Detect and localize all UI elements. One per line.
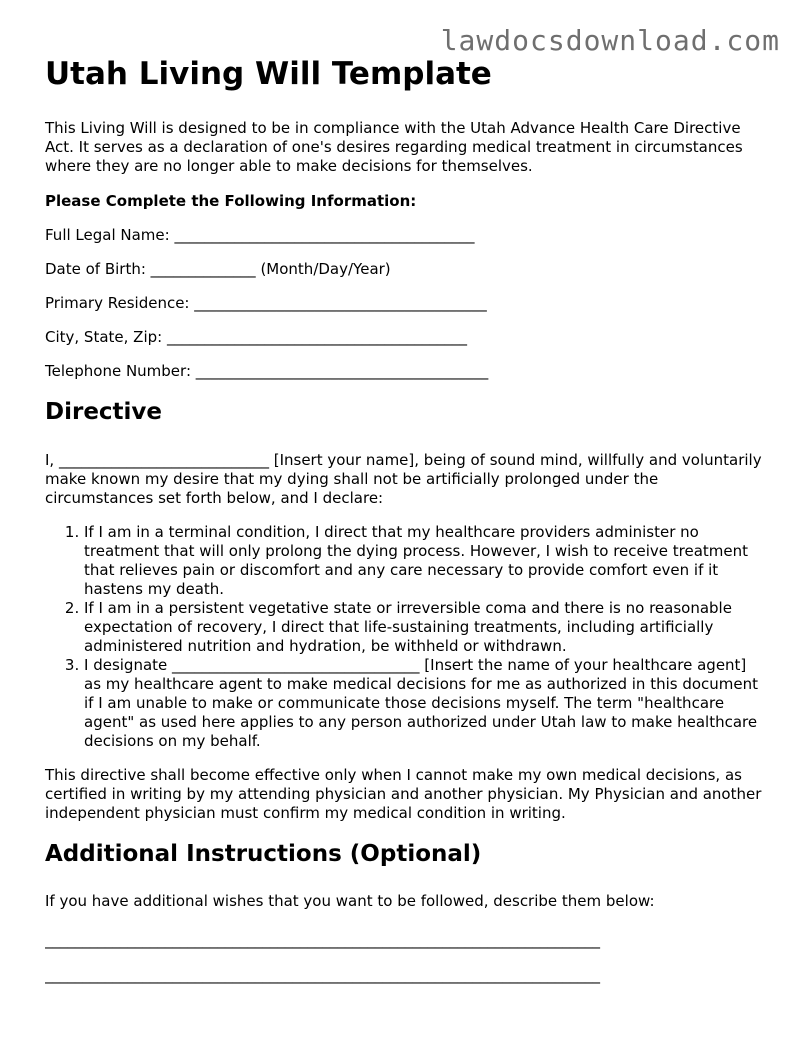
field-city-state-zip[interactable]: City, State, Zip: ________________________________________	[45, 328, 467, 347]
additional-line-1[interactable]: __________________________________________________________________________	[45, 931, 600, 950]
field-date-of-birth[interactable]: Date of Birth: ______________ (Month/Day/Year)	[45, 260, 391, 279]
directive-list	[45, 523, 765, 751]
directive-opening: I, ____________________________ [Insert your name], being of sound mind, willfully and voluntarily make known my desire that my dying shall not be artificially prolonged under the circumstances set forth below, and I declare:	[45, 450, 762, 507]
document-title: Utah Living Will Template	[45, 56, 492, 92]
field-primary-residence[interactable]: Primary Residence: _______________________________________	[45, 294, 487, 313]
additional-prompt: If you have additional wishes that you want to be followed, describe them below:	[45, 892, 655, 911]
watermark: lawdocsdownload.com	[440, 24, 780, 57]
additional-line-2[interactable]: __________________________________________________________________________	[45, 966, 600, 985]
document-page	[45, 56, 765, 1001]
field-telephone-number[interactable]: Telephone Number: _______________________________________	[45, 362, 489, 381]
directive-item-healthcare-agent: 3. I designate _________________________________ [Insert the name of your healthcare agent] as my healthcare agent to make medical decisions for me as authorized in this document if I am unable to make or communicate those decisions myself. The term "healthcare agent" as used here applies to any person authorized under Utah law to make healthcare decisions on my behalf.	[84, 656, 765, 751]
directive-item-terminal: 1. If I am in a terminal condition, I direct that my healthcare providers administer no treatment that will only prolong the dying process. However, I wish to receive treatment that relieves pain or discomfort and any care necessary to provide comfort even if it hastens my death.	[84, 523, 765, 599]
additional-heading: Additional Instructions (Optional)	[45, 840, 482, 867]
form-heading: Please Complete the Following Information:	[45, 192, 417, 211]
directive-heading: Directive	[45, 399, 163, 426]
directive-item-vegetative: 2. If I am in a persistent vegetative state or irreversible coma and there is no reasonable expectation of recovery, I direct that life-sustaining treatments, including artificially administered nutrition and hydration, be withheld or withdrawn.	[84, 599, 765, 656]
intro-paragraph: This Living Will is designed to be in compliance with the Utah Advance Health Care Directive Act. It serves as a declaration of one's desires regarding medical treatment in circumstances where they are no longer able to make decisions for themselves.	[45, 119, 743, 176]
directive-effective: This directive shall become effective only when I cannot make my own medical decisions, as certified in writing by my attending physician and another physician. My Physician and another independent physician must confirm my medical condition in writing.	[45, 765, 762, 822]
field-full-legal-name[interactable]: Full Legal Name: ________________________________________	[45, 226, 475, 245]
